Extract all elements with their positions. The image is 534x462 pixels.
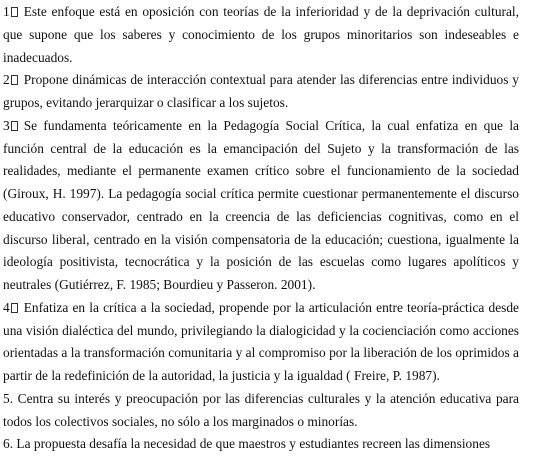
paragraph-number: 3	[3, 117, 10, 133]
missing-glyph-box-icon	[11, 75, 18, 85]
paragraph-number: 5.	[3, 390, 14, 406]
missing-glyph-box-icon	[11, 303, 18, 313]
document-page	[3, 1, 519, 456]
paragraph-4	[3, 297, 519, 388]
paragraph-number: 4	[3, 299, 10, 315]
paragraph-5	[3, 388, 519, 434]
missing-glyph-box-icon	[11, 121, 18, 131]
paragraph-text: Se fundamenta teóricamente en la Pedagogía Social Crítica, la cual enfatiza en que la función central de la educación es la emancipación del Sujeto y la transformación de las realidades, mediante el permanente examen crítico sobre el funcionamiento de la sociedad (Giroux, H. 1997). La pedagogía social crítica permite cuestionar permanentemente el discurso educativo conservador, centrado en la creencia de las deficiencias cognitivas, como en el discurso liberal, centrado en la visión compensatoria de la educación; cuestiona, igualmente la ideología positivista, tecnocrática y la posición de las escuelas como lugares apolíticos y neutrales (Gutiérrez, F. 1985; Bourdieu y Passeron. 2001).	[3, 117, 519, 292]
missing-glyph-box-icon	[11, 7, 18, 17]
paragraph-3	[3, 115, 519, 297]
paragraph-2	[3, 69, 519, 115]
paragraph-text: Este enfoque está en oposición con teorías de la inferioridad y de la deprivación cultural, que supone que los saberes y conocimiento de los grupos minoritarios son indeseables e inadecuados.	[3, 4, 519, 65]
paragraph-text: Propone dinámicas de interacción contextual para atender las diferencias entre individuos y grupos, evitando jerarquizar o clasificar a los sujetos.	[3, 72, 519, 110]
paragraph-text: Centra su interés y preocupación por las diferencias culturales y la atención educativa para todos los colectivos sociales, no sólo a los marginados o minorías.	[3, 390, 519, 429]
paragraph-number: 2	[3, 72, 10, 88]
paragraph-6	[3, 433, 519, 456]
paragraph-number: 1	[3, 4, 10, 19]
paragraph-1	[3, 1, 519, 69]
paragraph-text: Enfatiza en la crítica a la sociedad, propende por la articulación entre teoría-práctica desde una visión dialéctica del mundo, privilegiando la dialogicidad y la cocienciación como acciones orientadas a la transformación comunitaria y al compromiso por la liberación de los oprimidos a partir de la redefinición de la autoridad, la justicia y la igualdad ( Freire, P. 1987).	[3, 299, 519, 383]
paragraph-text: La propuesta desafía la necesidad de que maestros y estudiantes recreen las dimensiones	[16, 436, 491, 452]
paragraph-number: 6.	[3, 436, 14, 452]
